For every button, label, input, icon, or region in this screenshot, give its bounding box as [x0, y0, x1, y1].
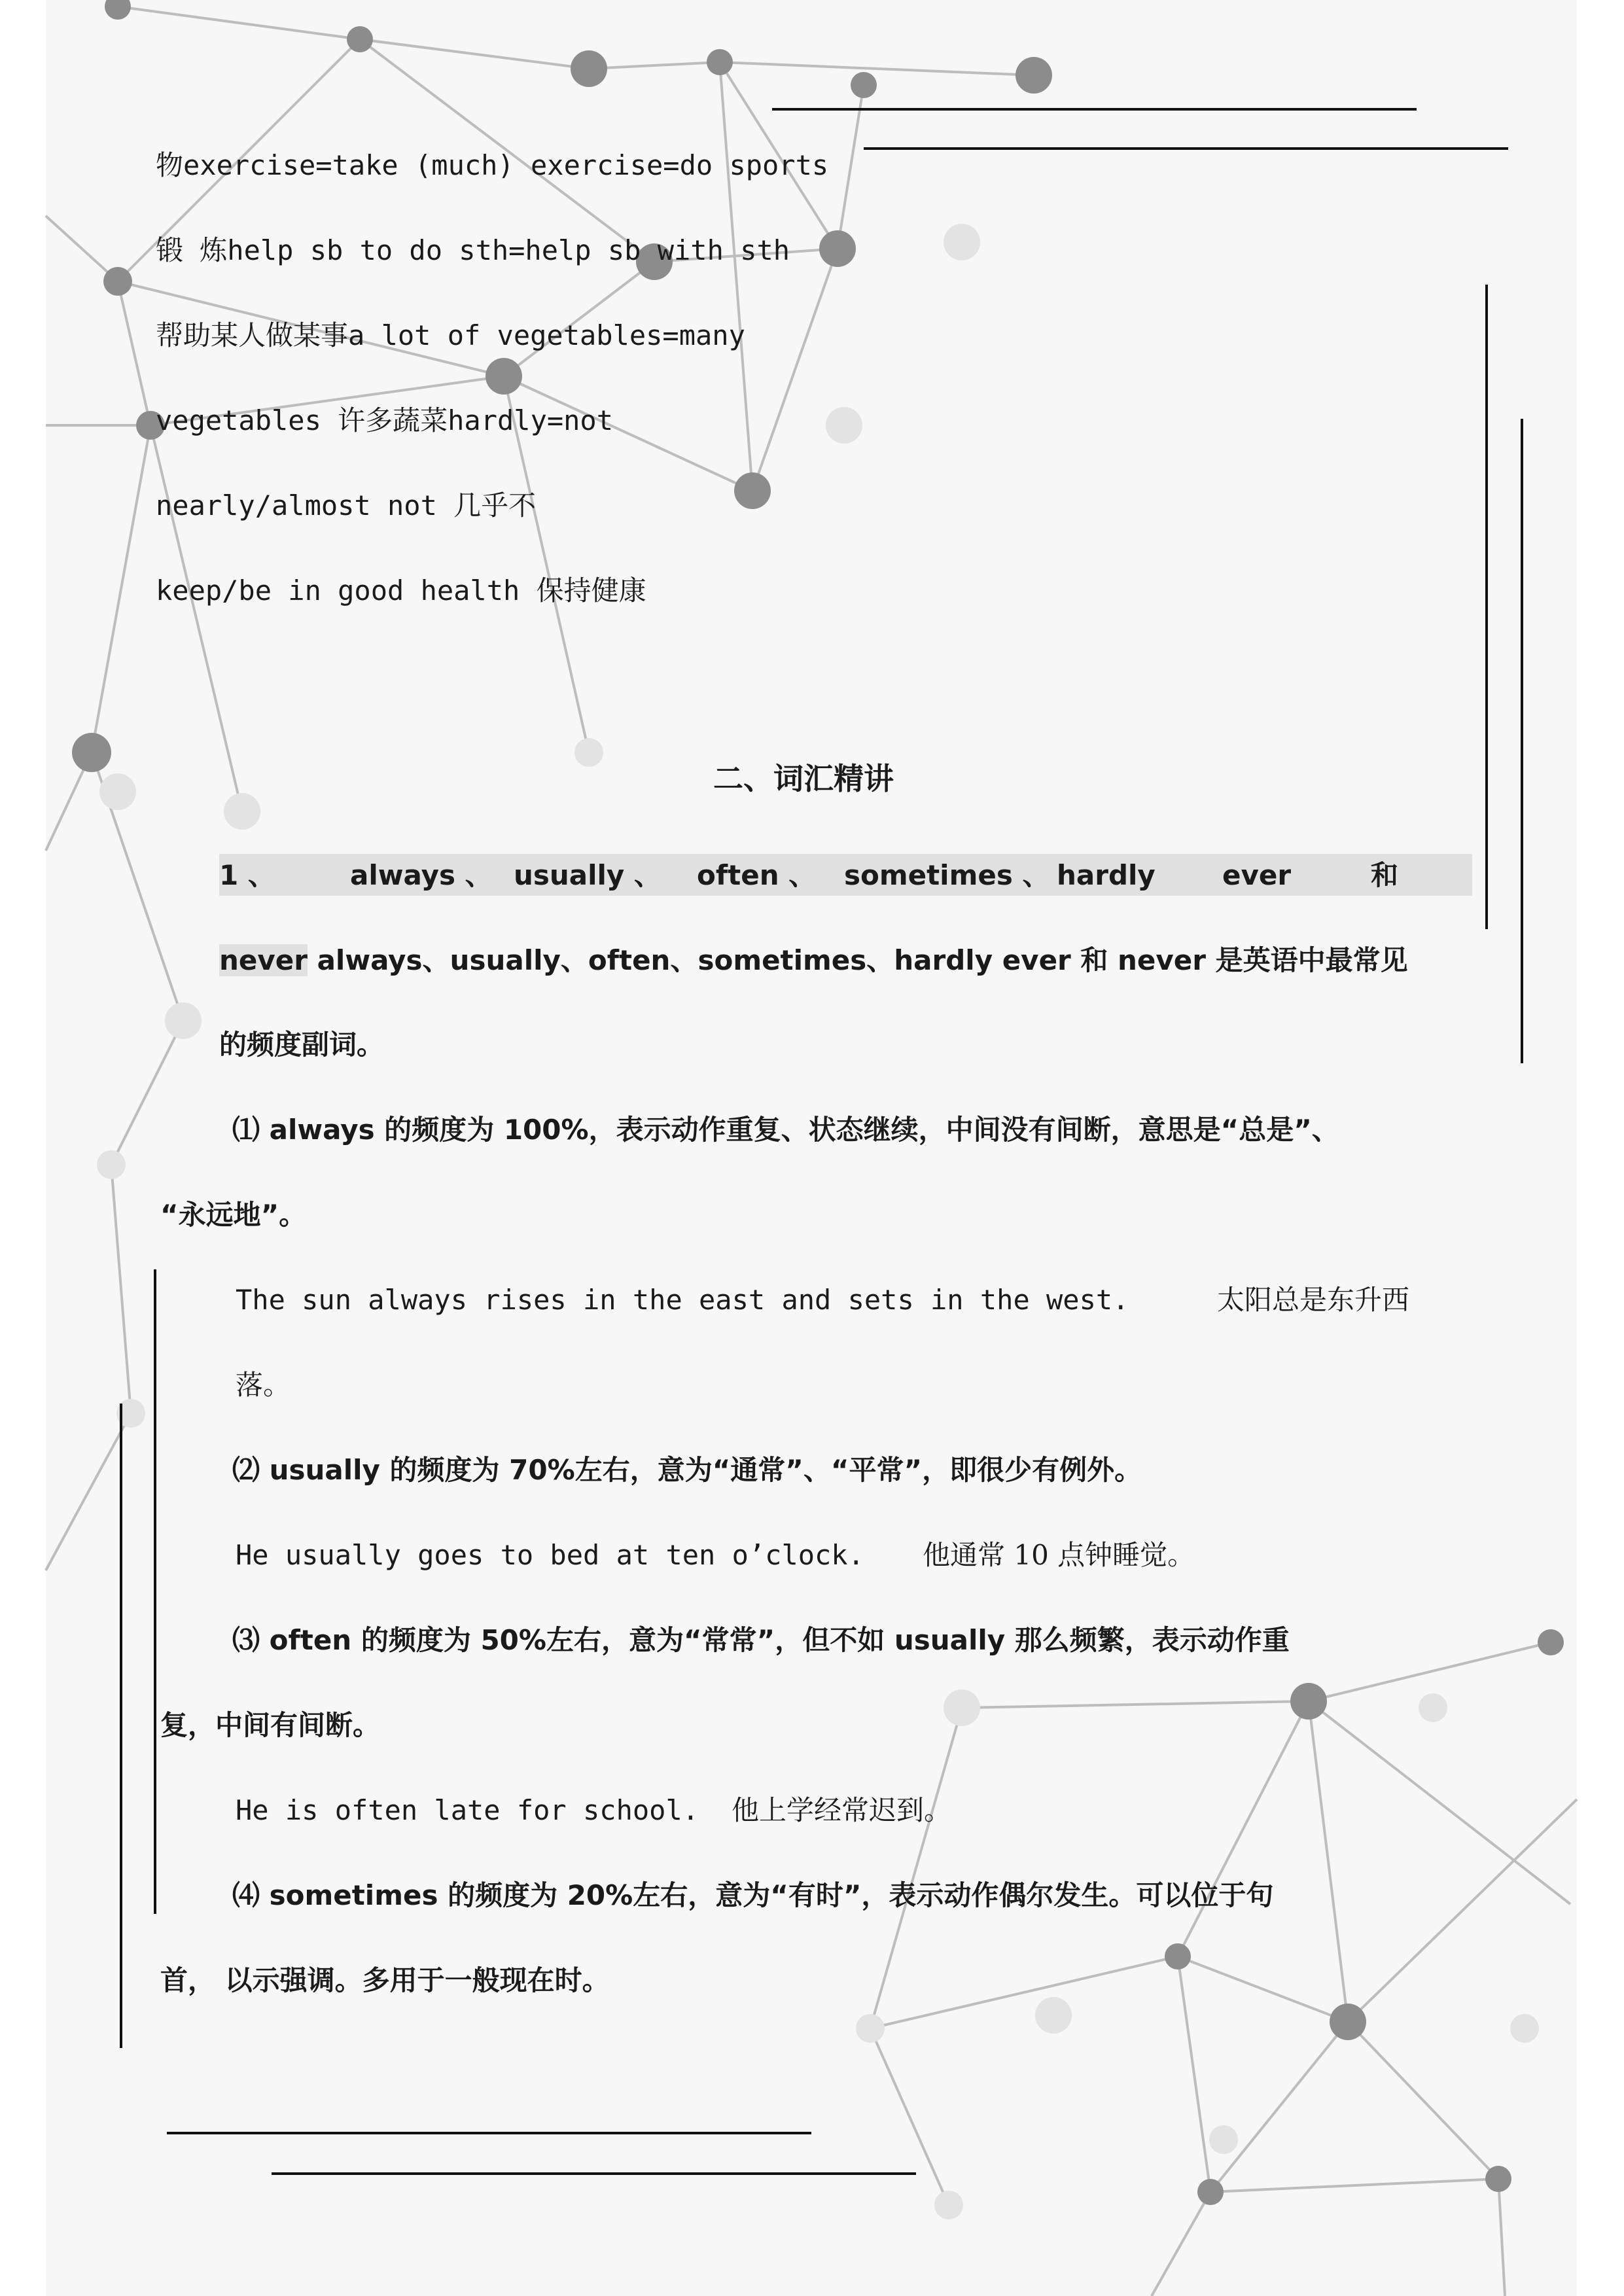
left-rule-1	[154, 1269, 156, 1914]
paragraph-usually: ⑵ usually 的频度为 70%左右，意为“通常”、“平常”，即很少有例外。	[232, 1454, 1142, 1486]
item1-word: ever	[1222, 859, 1292, 891]
example-always-cn-cont: 落。	[236, 1369, 291, 1401]
top-rule-2	[864, 147, 1508, 150]
paragraph-always: ⑴ always 的频度为 100%，表示动作重复、状态继续，中间没有间断，意思是“总是”、	[232, 1114, 1339, 1146]
item1-word: hardly	[1057, 859, 1156, 891]
right-rule-2	[1521, 419, 1523, 1063]
item1-word: often 、	[697, 859, 817, 891]
vocab-line: nearly/almost not 几乎不	[156, 489, 537, 521]
item1-line3: 的频度副词。	[219, 1029, 385, 1061]
example-usually-en: He usually goes to bed at ten o’clock.	[236, 1539, 864, 1571]
paragraph-always-cont: “永远地”。	[160, 1199, 307, 1231]
example-usually-cn: 他通常 10 点钟睡觉。	[923, 1539, 1195, 1571]
vocab-line: 物exercise=take (much) exercise=do sports	[156, 149, 829, 181]
right-rule-1	[1485, 285, 1488, 929]
item1-word: sometimes 、	[844, 859, 1050, 891]
paragraph-sometimes: ⑷ sometimes 的频度为 20%左右，意为“有时”，表示动作偶尔发生。可以位于句	[232, 1879, 1274, 1911]
paragraph-often: ⑶ often 的频度为 50%左右，意为“常常”，但不如 usually 那么频繁，表示动作重	[232, 1624, 1290, 1656]
vocab-line: vegetables 许多蔬菜hardly=not	[156, 404, 614, 436]
section-title: 二、词汇精讲	[713, 761, 894, 796]
example-often-en: He is often late for school.	[236, 1794, 699, 1826]
paragraph-sometimes-cont: 首， 以示强调。多用于一般现在时。	[160, 1964, 610, 1996]
example-always-cn: 太阳总是东升西	[1217, 1284, 1410, 1316]
bottom-rule-1	[167, 2132, 811, 2134]
item1-number: 1 、	[219, 859, 275, 891]
bottom-rule-2	[272, 2172, 916, 2175]
item1-line2	[219, 941, 1408, 980]
item1-word: usually 、	[514, 859, 662, 891]
item1-never: never	[219, 944, 308, 976]
left-rule-2	[120, 1404, 122, 2048]
example-often-cn: 他上学经常迟到。	[732, 1794, 952, 1826]
example-always-en: The sun always rises in the east and sets in the west.	[236, 1284, 1129, 1316]
paragraph-often-cont: 复，中间有间断。	[160, 1709, 381, 1741]
item1-word: 和	[1371, 859, 1399, 891]
item1-word: always 、	[350, 859, 493, 891]
vocab-line: keep/be in good health 保持健康	[156, 574, 646, 607]
top-rule-1	[772, 108, 1417, 111]
item1-rest: always、usually、often、sometimes、hardly ever 和 never 是英语中最常见	[307, 944, 1408, 976]
vocab-line: 帮助某人做某事a lot of vegetables=many	[156, 319, 745, 351]
vocab-line: 锻 炼help sb to do sth=help sb with sth	[156, 234, 790, 266]
